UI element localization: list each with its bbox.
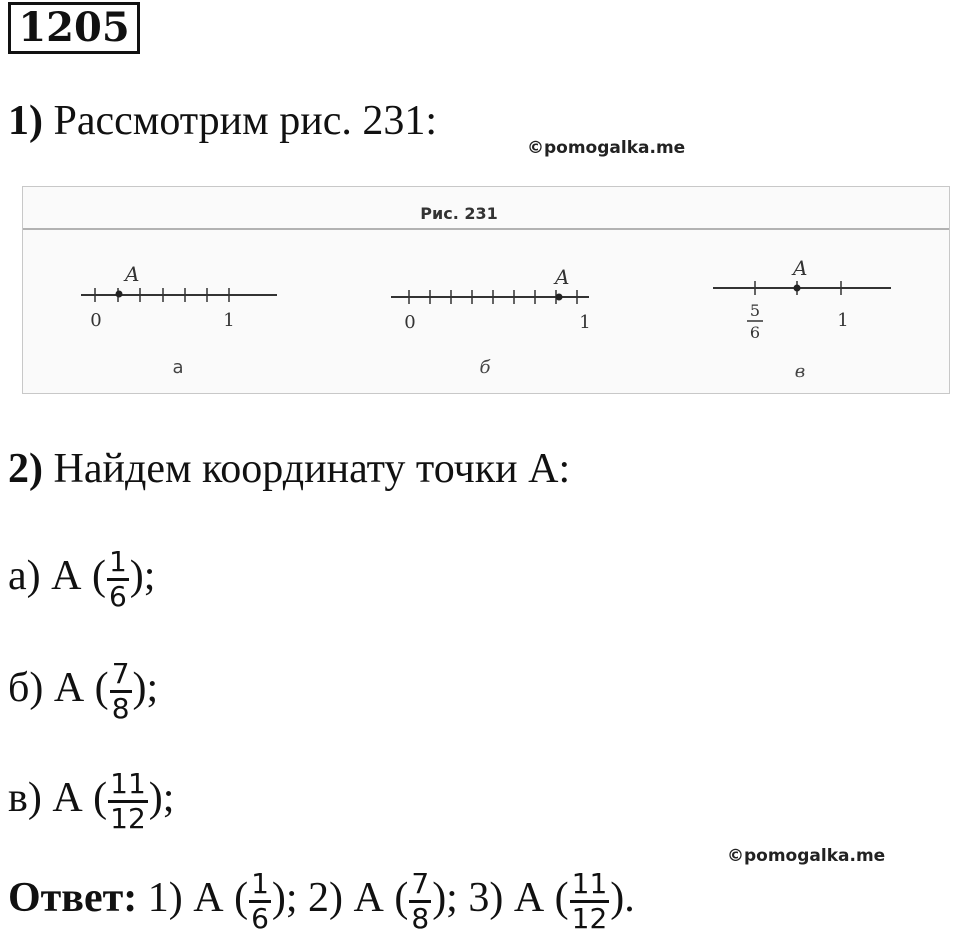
final-prefix-3: 3) А ( — [468, 875, 569, 922]
answer-prefix: в) А ( — [8, 775, 108, 822]
tick-label-fraction — [747, 301, 763, 342]
fraction — [108, 767, 148, 835]
fraction — [107, 545, 129, 613]
point-label: A — [793, 256, 808, 280]
step1-label: 1) — [8, 98, 43, 144]
point-a — [116, 291, 123, 298]
tick-label-1: 1 — [579, 312, 591, 333]
final-suffix-1: ); — [271, 875, 309, 922]
point-label: A — [125, 262, 140, 286]
final-prefix-1: 1) А ( — [137, 875, 249, 922]
panel-letter: а — [172, 357, 184, 378]
number-line-b — [391, 265, 591, 378]
answer-prefix: б) А ( — [8, 665, 109, 712]
fraction — [110, 657, 132, 725]
final-prefix-2: 2) А ( — [308, 875, 409, 922]
final-suffix-2: ); — [432, 875, 469, 922]
watermark-bottom: ©pomogalka.me — [727, 846, 886, 866]
tick-label-0: 0 — [90, 310, 102, 331]
fraction — [570, 867, 610, 935]
fraction-denominator: 12 — [571, 902, 608, 935]
final-answer — [8, 867, 635, 935]
fraction-numerator: 7 — [111, 657, 130, 690]
point-label: A — [555, 265, 570, 289]
final-label: Ответ: — [8, 875, 138, 922]
fraction-numerator: 1 — [108, 545, 127, 578]
step2-line — [8, 448, 570, 490]
task-number: 1205 — [8, 2, 140, 54]
fraction-denominator: 8 — [111, 692, 130, 725]
fraction-denominator: 6 — [108, 580, 127, 613]
answer-c — [8, 767, 175, 835]
fraction-numerator: 11 — [110, 767, 146, 800]
figure-caption: Рис. 231 — [420, 204, 498, 223]
panel-letter: б — [479, 357, 491, 378]
step2-label: 2) — [8, 446, 43, 492]
fraction-numerator: 5 — [749, 301, 761, 320]
tick-label-0: 0 — [404, 312, 416, 333]
fraction-numerator: 1 — [251, 867, 269, 900]
final-suffix-3: ). — [610, 875, 635, 922]
answer-suffix: ); — [129, 553, 156, 600]
tick-label-1: 1 — [837, 310, 849, 331]
step1-line — [8, 100, 437, 142]
number-line-a — [81, 262, 277, 378]
fraction — [409, 867, 431, 935]
tick-label-1: 1 — [223, 310, 235, 331]
figure-231 — [22, 186, 950, 394]
answer-suffix: ); — [148, 775, 175, 822]
answer-prefix: а) А ( — [8, 553, 106, 600]
fraction-denominator: 8 — [411, 902, 430, 935]
fraction-numerator: 7 — [411, 867, 430, 900]
answer-a — [8, 545, 156, 613]
fraction-denominator: 12 — [110, 802, 146, 835]
fraction-denominator: 6 — [251, 902, 269, 935]
step2-text: Найдем координату точки А: — [53, 446, 571, 492]
answer-b — [8, 657, 159, 725]
step1-text: Рассмотрим рис. 231: — [53, 98, 438, 144]
fraction-denominator: 6 — [749, 323, 761, 342]
number-line-c — [713, 256, 891, 382]
fraction-numerator: 11 — [571, 867, 608, 900]
fraction — [249, 867, 271, 935]
number-lines-figure — [23, 187, 949, 393]
answer-suffix: ); — [132, 665, 159, 712]
point-c — [794, 285, 801, 292]
panel-letter: в — [794, 361, 806, 382]
point-b — [556, 294, 563, 301]
watermark-top: ©pomogalka.me — [527, 138, 686, 158]
